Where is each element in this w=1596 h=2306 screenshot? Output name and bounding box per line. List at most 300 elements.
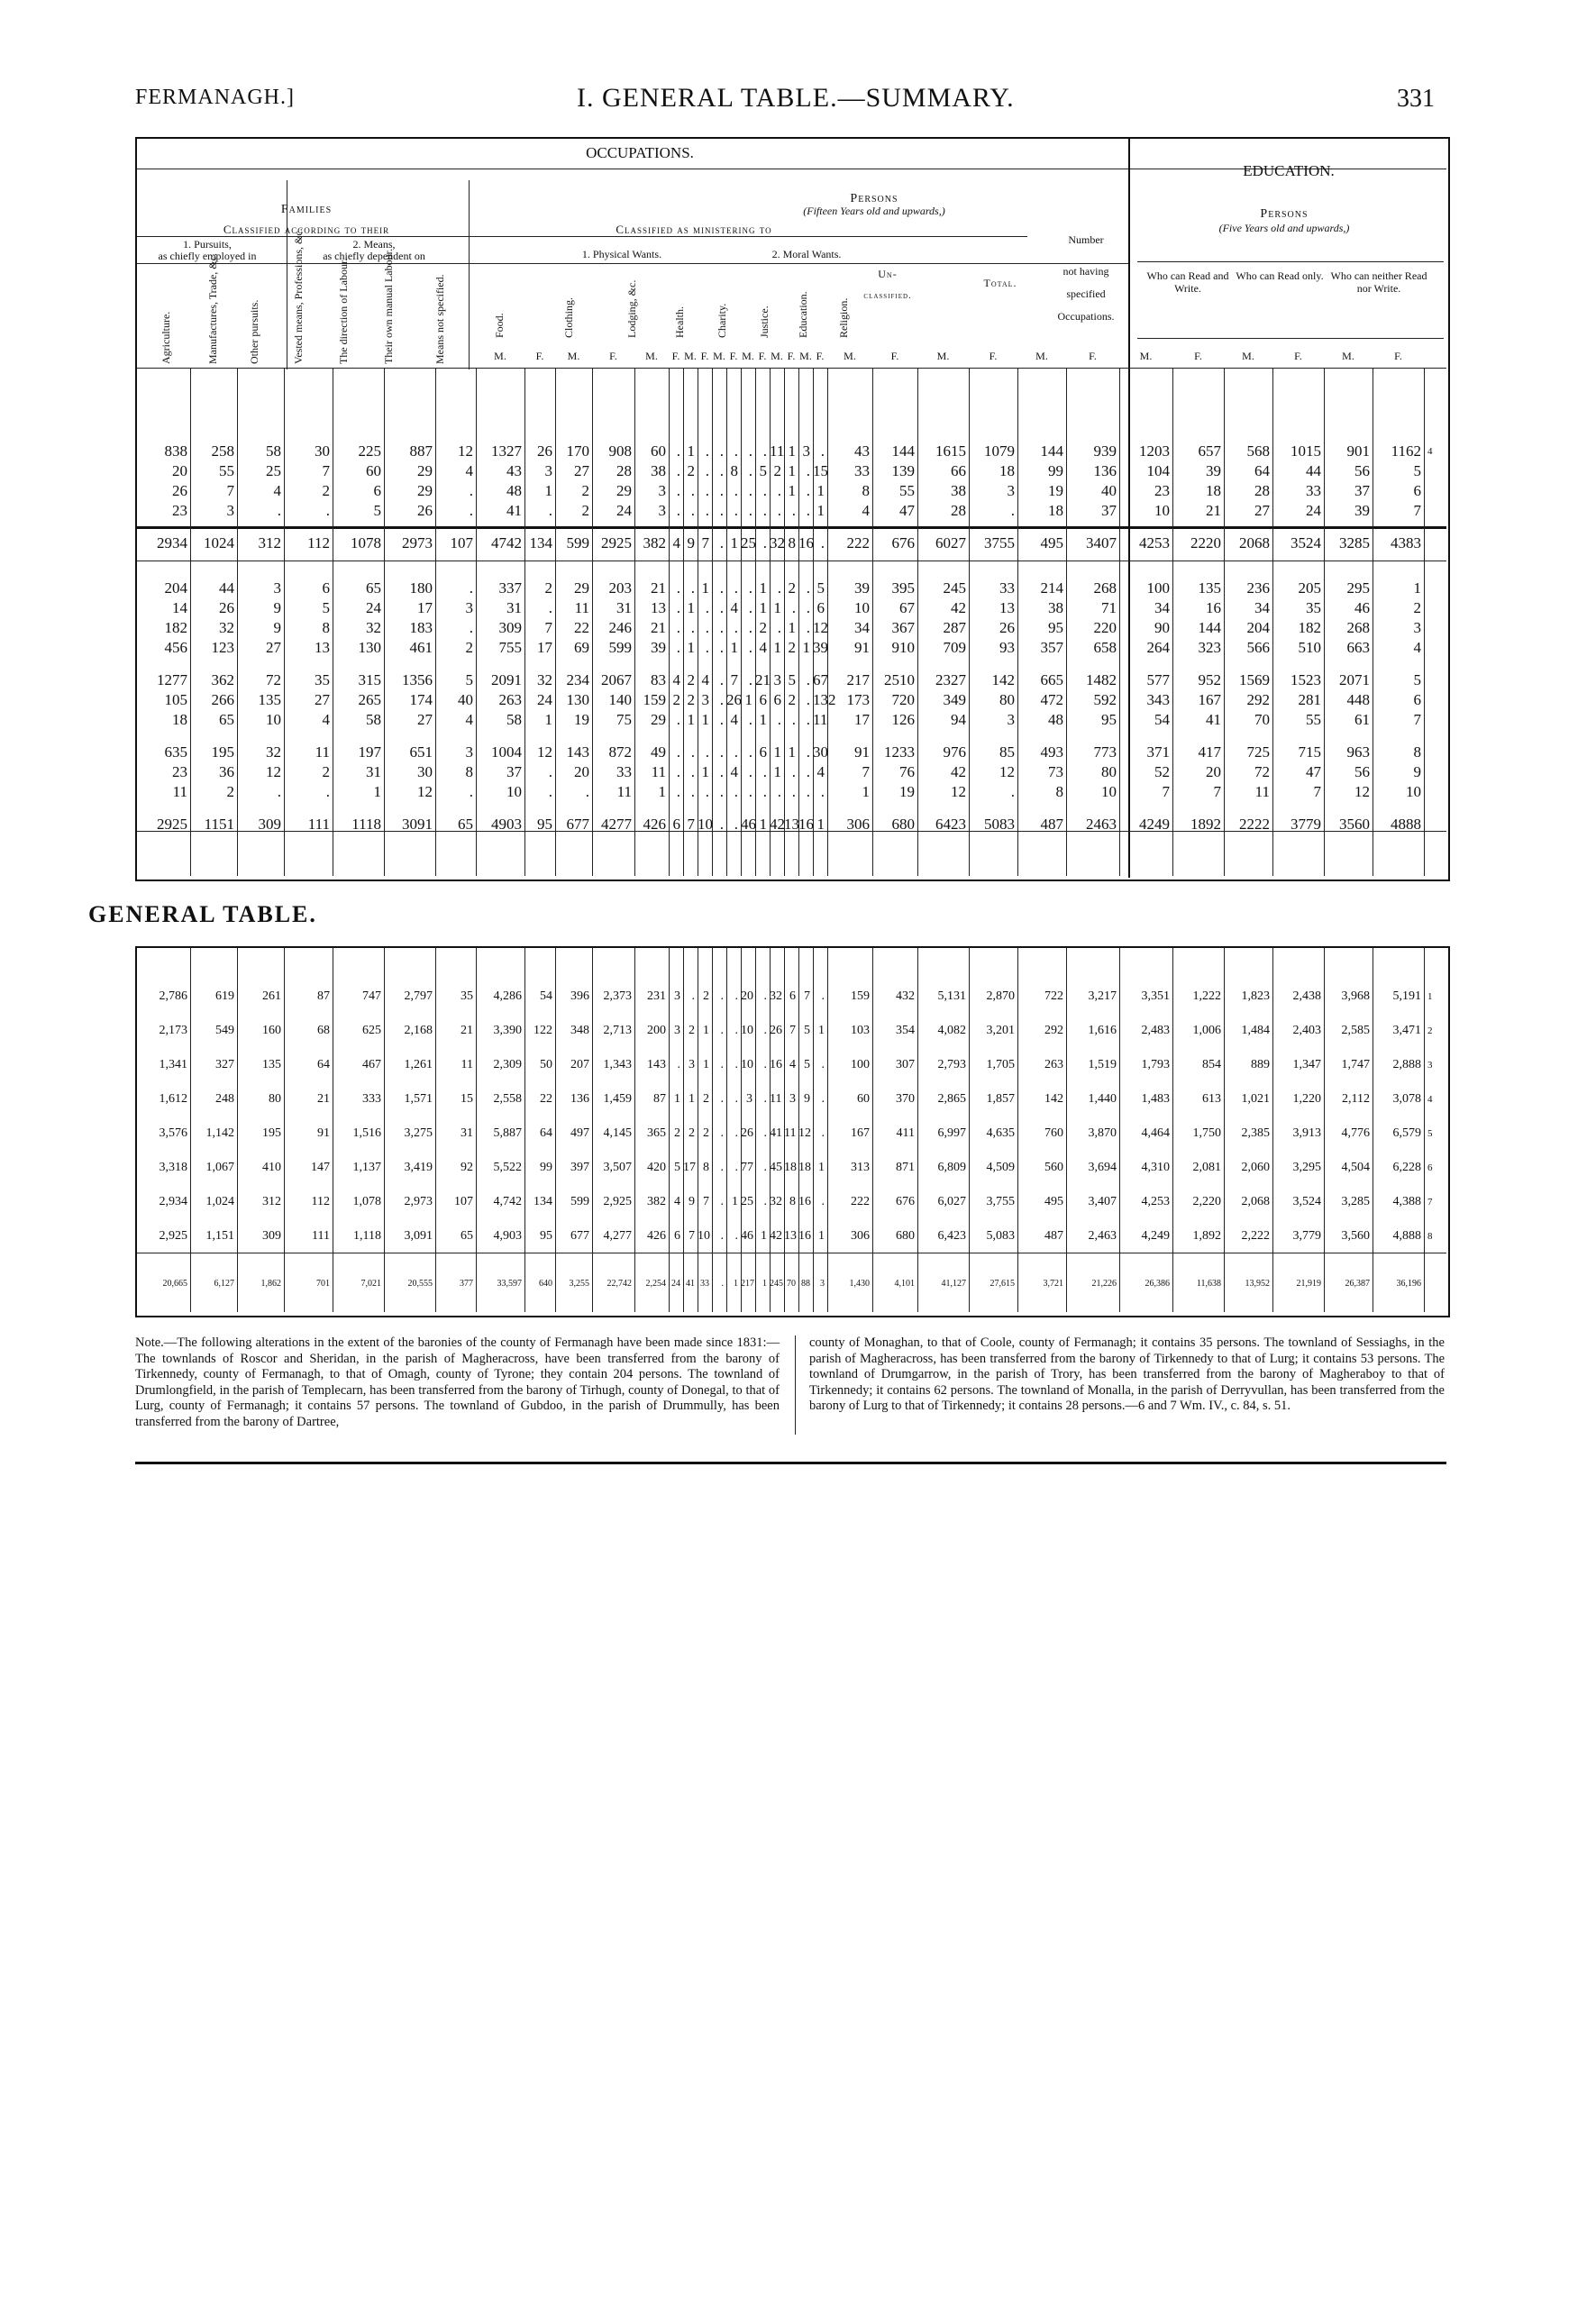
table-cell: 7 [1313, 783, 1321, 800]
rule [669, 948, 670, 1312]
table-cell: 5 [1413, 671, 1421, 688]
table-row [137, 501, 1448, 521]
col-label-means-not-specified: Means not specified. [433, 274, 446, 364]
table-cell: 3,755 [986, 1195, 1015, 1208]
table-cell: 67 [899, 599, 915, 616]
table-cell: 497 [570, 1126, 589, 1140]
table-row [137, 743, 1448, 762]
table-cell: 2463 [1086, 816, 1117, 833]
unclassified-heading-2: classified. [863, 291, 912, 301]
table-cell: 2 [226, 783, 234, 800]
table-cell: 8 [322, 619, 330, 636]
table-cell: 6 [674, 1229, 680, 1243]
sex-label: M. [1139, 350, 1153, 362]
table-cell: 17 [537, 639, 552, 656]
table-cell: 11 [770, 442, 785, 460]
table-cell: 2 [703, 1126, 709, 1140]
table-cell: 28 [1254, 482, 1270, 499]
rule [1272, 948, 1273, 1312]
table-cell: . [734, 619, 738, 636]
table-cell: 3,870 [1088, 1126, 1117, 1140]
table-cell: 24 [1306, 502, 1321, 519]
table-cell: 27 [574, 462, 589, 479]
table-cell: . [791, 711, 796, 728]
table-cell: 92 [461, 1161, 473, 1174]
table-cell: 32 [219, 619, 234, 636]
table-cell: . [821, 989, 825, 1003]
table-cell: 2 [689, 1024, 695, 1037]
table-cell: 2 [465, 639, 473, 656]
table-cell: 6,228 [1392, 1161, 1421, 1174]
table-cell: . [762, 534, 767, 551]
table-cell: 13,952 [1245, 1279, 1270, 1289]
table-cell: 709 [943, 639, 966, 656]
table-cell: 94 [951, 711, 966, 728]
table-cell: 10 [1154, 502, 1170, 519]
table-cell: 22 [540, 1092, 552, 1106]
table-cell: 333 [362, 1092, 381, 1106]
edu-persons-subheading: (Five Years old and upwards,) [1218, 222, 1350, 234]
table-cell: 28 [951, 502, 966, 519]
table-cell: 132 [813, 691, 836, 708]
table-cell: 309 [258, 816, 281, 833]
table-cell: 4,742 [493, 1195, 522, 1208]
table-cell: 1 [773, 599, 781, 616]
table-cell: 3,217 [1088, 989, 1117, 1003]
table-cell: 41 [1206, 711, 1221, 728]
table-cell: 31 [616, 599, 632, 616]
table-cell: 4 [465, 711, 473, 728]
table-cell: 3,560 [1341, 1229, 1370, 1243]
general-total-row [137, 1274, 1448, 1294]
table-cell: 122 [534, 1024, 552, 1037]
table-cell: 6 [759, 743, 767, 761]
table-cell: 16 [1206, 599, 1221, 616]
table-cell: 9 [689, 1195, 695, 1208]
table-cell: 1615 [935, 442, 966, 460]
table-cell: 1 [802, 639, 810, 656]
table-cell: 80 [1101, 763, 1117, 780]
table-cell: 625 [362, 1024, 381, 1037]
table-cell: . [821, 1092, 825, 1106]
table-cell: 10 [506, 783, 522, 800]
table-cell: 16 [798, 534, 814, 551]
table-cell: 4,249 [1141, 1229, 1170, 1243]
table-cell: . [806, 502, 810, 519]
table-cell: 61 [1354, 711, 1370, 728]
rule [524, 368, 525, 876]
rule [1324, 948, 1325, 1312]
table-cell: 493 [1040, 743, 1063, 761]
table-cell: 14 [172, 599, 187, 616]
table-cell: 64 [317, 1058, 330, 1071]
table-cell: 25 [266, 462, 281, 479]
table-cell: 1162 [1391, 442, 1421, 460]
table-cell: 24 [671, 1279, 680, 1289]
table-cell: . [806, 482, 810, 499]
table-cell: 7 [1413, 502, 1421, 519]
table-cell: 566 [1246, 639, 1270, 656]
table-cell: 95 [540, 1229, 552, 1243]
row-spacer [137, 802, 1448, 815]
table-cell: 2,463 [1088, 1229, 1117, 1243]
rule [1424, 368, 1425, 876]
table-cell: 2,870 [986, 989, 1015, 1003]
table-cell: 357 [1040, 639, 1063, 656]
table-cell: 9 [273, 599, 281, 616]
table-cell: 2 [788, 639, 796, 656]
row-number: 4 [1427, 1094, 1433, 1105]
col-label-health: Health. [673, 306, 686, 338]
table-cell: 2071 [1339, 671, 1370, 688]
table-cell: 349 [943, 691, 966, 708]
table-cell: 18 [1048, 502, 1063, 519]
table-cell: 220 [1093, 619, 1117, 636]
table-cell: 24 [366, 599, 381, 616]
table-cell: 6 [789, 989, 796, 1003]
table-cell: 13 [651, 599, 666, 616]
table-cell: 1,612 [159, 1092, 187, 1106]
table-cell: 487 [1040, 816, 1063, 833]
table-cell: 21 [755, 671, 771, 688]
read-write-heading: Who can Read and Write. [1146, 269, 1229, 295]
table-cell: . [705, 743, 709, 761]
col-label-manufactures: Manufactures, Trade, &c. [206, 253, 219, 364]
table-row [137, 1048, 1448, 1082]
table-cell: . [676, 442, 680, 460]
table-cell: 2 [687, 671, 695, 688]
table-cell: 281 [1298, 691, 1321, 708]
table-cell: 77 [741, 1161, 753, 1174]
table-cell: 2925 [601, 534, 632, 551]
table-cell: . [720, 1058, 724, 1071]
table-cell: 1 [818, 1024, 825, 1037]
rule [284, 948, 285, 1312]
table-cell: 420 [647, 1161, 666, 1174]
table-cell: . [806, 671, 810, 688]
sex-label: F. [890, 350, 899, 362]
table-cell: 4,635 [986, 1126, 1015, 1140]
table-cell: 4 [862, 502, 870, 519]
rule [755, 368, 756, 876]
table-cell: 27 [315, 691, 330, 708]
table-cell: 1 [788, 619, 796, 636]
table-cell: 42 [951, 599, 966, 616]
table-cell: 234 [566, 671, 589, 688]
table-cell: 70 [787, 1279, 796, 1289]
table-cell: . [719, 711, 724, 728]
table-cell: 46 [741, 1229, 753, 1243]
table-cell: . [748, 763, 752, 780]
table-cell: 12 [798, 1126, 811, 1140]
table-cell: 3 [465, 599, 473, 616]
neither-heading: Who can neither Read nor Write. [1330, 269, 1427, 295]
table-cell: 1 [703, 1058, 709, 1071]
table-cell: . [821, 1195, 825, 1208]
table-cell: 39 [1206, 462, 1221, 479]
table-cell: . [548, 783, 552, 800]
rule [135, 1462, 1446, 1464]
table-cell: 32 [537, 671, 552, 688]
table-cell: . [820, 442, 825, 460]
table-cell: 95 [537, 816, 552, 833]
table-cell: 3 [658, 502, 666, 519]
table-cell: 15 [813, 462, 828, 479]
table-cell: . [820, 534, 825, 551]
table-cell: 2,793 [937, 1058, 966, 1071]
table-cell: 287 [943, 619, 966, 636]
table-cell: 65 [366, 579, 381, 597]
table-cell: 54 [1154, 711, 1170, 728]
table-cell: . [806, 711, 810, 728]
table-cell: 20,665 [162, 1279, 187, 1289]
table-cell: 619 [215, 989, 234, 1003]
table-cell: 41 [770, 1126, 782, 1140]
table-cell: 21 [651, 619, 666, 636]
table-cell: 32 [266, 743, 281, 761]
table-cell: 8 [788, 534, 796, 551]
table-cell: 23 [1154, 482, 1170, 499]
table-cell: 7 [789, 1024, 796, 1037]
sex-label: F. [729, 350, 738, 362]
table-cell: 1,006 [1192, 1024, 1221, 1037]
table-cell: 24 [537, 691, 552, 708]
table-cell: 2 [322, 482, 330, 499]
table-cell: 31 [506, 599, 522, 616]
general-table [137, 980, 1448, 1253]
table-cell: 87 [653, 1092, 666, 1106]
rule [1066, 368, 1067, 876]
table-cell: 665 [1040, 671, 1063, 688]
table-cell: 5,522 [493, 1161, 522, 1174]
table-cell: 663 [1346, 639, 1370, 656]
table-cell: 12 [537, 743, 552, 761]
rule [872, 368, 873, 876]
page-title: I. GENERAL TABLE.—SUMMARY. [577, 83, 1015, 113]
rule [1137, 261, 1444, 262]
table-cell: 60 [857, 1092, 870, 1106]
rule [741, 948, 742, 1312]
rule [712, 948, 713, 1312]
unclassified-heading-1: Un- [878, 268, 898, 280]
table-cell: 312 [258, 534, 281, 551]
table-cell: 889 [1251, 1058, 1270, 1071]
table-cell: 3,275 [404, 1126, 433, 1140]
table-cell: 2 [322, 763, 330, 780]
table-cell: 395 [891, 579, 915, 597]
table-cell: 265 [358, 691, 381, 708]
rule [1324, 368, 1325, 876]
sex-label: M. [1035, 350, 1048, 362]
page-number: 331 [1397, 85, 1435, 113]
table-cell: . [734, 482, 738, 499]
rule [917, 368, 918, 876]
table-cell: 2068 [1239, 534, 1270, 551]
rule [634, 368, 635, 876]
col-label-food: Food. [493, 313, 506, 338]
table-cell: . [734, 743, 738, 761]
table-cell: 3,351 [1141, 989, 1170, 1003]
table-cell: 3 [226, 502, 234, 519]
table-cell: 33 [700, 1279, 709, 1289]
table-cell: 1523 [1290, 671, 1321, 688]
table-cell: 41 [506, 502, 522, 519]
table-cell: 1004 [491, 743, 522, 761]
table-cell: 41 [686, 1279, 695, 1289]
table-cell: 4 [789, 1058, 796, 1071]
rule [917, 948, 918, 1312]
table-cell: . [734, 442, 738, 460]
table-cell: 36,196 [1396, 1279, 1421, 1289]
table-cell: 1892 [1190, 816, 1221, 833]
row-number: 1 [1427, 991, 1433, 1002]
table-cell: . [777, 711, 781, 728]
rule [476, 948, 477, 1312]
table-cell: 1118 [351, 816, 381, 833]
table-cell: . [705, 442, 709, 460]
table-cell: 2,168 [404, 1024, 433, 1037]
table-cell: 34 [1254, 599, 1270, 616]
table-cell: 7 [730, 671, 738, 688]
table-cell: 12 [951, 783, 966, 800]
table-cell: . [705, 599, 709, 616]
running-header-county: FERMANAGH.] [135, 86, 296, 109]
table-cell: 676 [891, 534, 915, 551]
table-cell: 3,318 [159, 1161, 187, 1174]
table-cell: 2091 [491, 671, 522, 688]
rule [1137, 338, 1444, 339]
table-cell: 2,934 [159, 1195, 187, 1208]
table-cell: 180 [409, 579, 433, 597]
table-cell: . [777, 482, 781, 499]
table-cell: 11 [574, 599, 589, 616]
table-cell: 29 [417, 462, 433, 479]
table-cell: 4 [273, 482, 281, 499]
table-cell: 560 [1044, 1161, 1063, 1174]
table-cell: 292 [1044, 1024, 1063, 1037]
table-cell: 4,082 [937, 1024, 966, 1037]
sex-label: M. [684, 350, 697, 362]
table-cell: 2 [581, 502, 589, 519]
table-cell: 16 [770, 1058, 782, 1071]
table-cell: 3,419 [404, 1161, 433, 1174]
table-cell: 4,286 [493, 989, 522, 1003]
table-cell: 3,091 [404, 1229, 433, 1243]
table-cell: 1 [687, 599, 695, 616]
rule [798, 948, 799, 1312]
table-cell: 3407 [1086, 534, 1117, 551]
table-cell: 1,341 [159, 1058, 187, 1071]
table-cell: 19 [1048, 482, 1063, 499]
table-cell: 21 [651, 579, 666, 597]
table-cell: 6 [373, 482, 381, 499]
table-row [137, 1117, 1448, 1151]
total-row [137, 1274, 1448, 1294]
table-cell: 3,471 [1392, 1024, 1421, 1037]
table-cell: 7 [1213, 783, 1221, 800]
table-cell: 1,459 [603, 1092, 632, 1106]
table-cell: 1 [687, 711, 695, 728]
table-cell: 1 [759, 599, 767, 616]
table-cell: 264 [1146, 639, 1170, 656]
col-label-direction: The direction of Labour. [337, 258, 350, 364]
table-cell: . [734, 1058, 738, 1071]
table-cell: 3285 [1339, 534, 1370, 551]
rule [813, 368, 814, 876]
table-cell: 46 [741, 816, 756, 833]
table-cell: 26 [172, 482, 187, 499]
table-cell: . [719, 743, 724, 761]
table-cell: 99 [1048, 462, 1063, 479]
table-cell: 2222 [1239, 816, 1270, 833]
table-row [137, 1185, 1448, 1219]
table-cell: 1,892 [1192, 1229, 1221, 1243]
table-cell: 75 [616, 711, 632, 728]
table-cell: 11 [172, 783, 187, 800]
table-cell: . [676, 743, 680, 761]
table-cell: . [763, 989, 767, 1003]
table-cell: 50 [540, 1058, 552, 1071]
table-cell: 76 [899, 763, 915, 780]
row-number: 7 [1427, 1197, 1433, 1208]
table-cell: . [277, 502, 281, 519]
rule [592, 948, 593, 1312]
table-cell: . [762, 783, 767, 800]
note-right-column: county of Monaghan, to that of Coole, county of Fermanagh; it contains 35 persons. The townland of Sessiaghs, in the parish of Magheracross, has been transferred from the barony of Tirkennedy to that of Lurg; it contains 53 persons. The townland of Drumgarrow, in the parish of Trory, has been transferred from the barony of Magheraboy to that of Tirkennedy; it contains 62 persons. The townland of Monalla, in the parish of Derryvullan, has been transferred from the barony of Lurg to that of Tirkennedy; it contains 28 persons.—6 and 7 Wm. IV., c. 84, s. 51. [809, 1335, 1445, 1413]
table-cell: 3,968 [1341, 989, 1370, 1003]
table-cell: 4,776 [1341, 1126, 1370, 1140]
table-cell: 365 [647, 1126, 666, 1140]
table-cell: 6,997 [937, 1126, 966, 1140]
table-cell: . [734, 783, 738, 800]
table-cell: 123 [211, 639, 234, 656]
rule [1224, 368, 1225, 876]
table-cell: 135 [258, 691, 281, 708]
table-cell: 17 [417, 599, 433, 616]
table-cell: 4 [759, 639, 767, 656]
table-cell: 348 [570, 1024, 589, 1037]
rule [683, 368, 684, 876]
table-cell: 1078 [351, 534, 381, 551]
table-cell: 55 [1306, 711, 1321, 728]
table-cell: 25 [741, 534, 756, 551]
table-cell: 1 [701, 711, 709, 728]
table-cell: 11,638 [1196, 1279, 1221, 1289]
sex-label: F. [1194, 350, 1202, 362]
table-cell: . [762, 763, 767, 780]
table-cell: 26,387 [1345, 1279, 1370, 1289]
table-cell: 9 [687, 534, 695, 551]
table-cell: 1,862 [260, 1279, 281, 1289]
table-cell: 135 [1198, 579, 1221, 597]
rule [435, 948, 436, 1312]
table-cell: 263 [498, 691, 522, 708]
table-cell: 26,386 [1145, 1279, 1170, 1289]
table-cell: 1 [788, 743, 796, 761]
table-cell: 4,277 [603, 1229, 632, 1243]
table-cell: 2,713 [603, 1024, 632, 1037]
table-cell: 4,888 [1392, 1229, 1421, 1243]
table-cell: 10 [1406, 783, 1421, 800]
table-cell: 3,913 [1292, 1126, 1321, 1140]
summary-table [137, 442, 1448, 834]
table-cell: 1 [788, 462, 796, 479]
table-cell: 103 [851, 1024, 870, 1037]
rule [770, 948, 771, 1312]
table-cell: 42 [770, 816, 785, 833]
table-cell: 83 [651, 671, 666, 688]
table-cell: 27 [417, 711, 433, 728]
